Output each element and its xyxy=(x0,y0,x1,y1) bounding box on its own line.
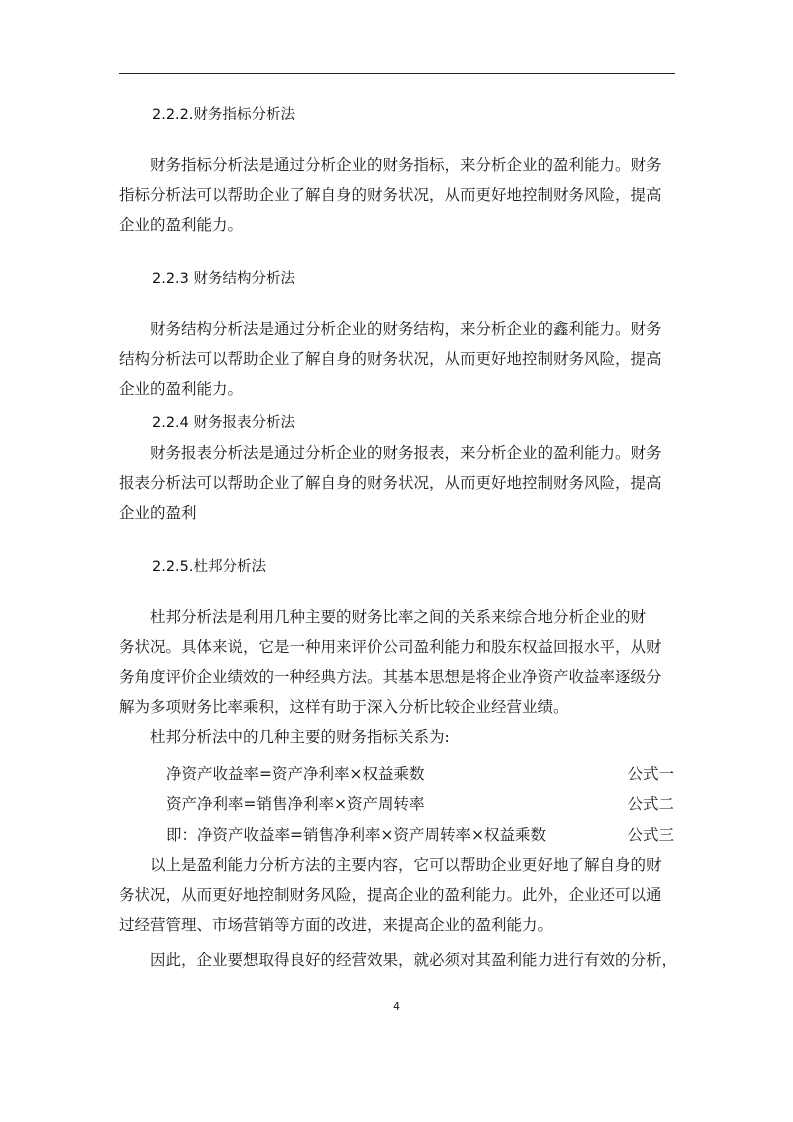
section-heading-2-2-5: 2.2.5.杜邦分析法 xyxy=(152,559,267,575)
paragraph-conclusion xyxy=(119,945,678,975)
paragraph-line: 务角度评价企业绩效的一种经典方法。其基本思想是将企业净资产收益率逐级分 xyxy=(119,668,662,686)
paragraph-line: 以上是盈利能力分析方法的主要内容，它可以帮助企业更好地了解自身的财 xyxy=(150,856,662,874)
formula-tag: 公式三 xyxy=(627,826,674,844)
paragraph-line: 务状况。具体来说，它是一种用来评价公司盈利能力和股东权益回报水平，从财 xyxy=(119,638,662,656)
paragraph-line: 过经营管理、市场营销等方面的改进，来提高企业的盈利能力。 xyxy=(119,916,554,934)
formula-text: 资产净利率=销售净利率×资产周转率 xyxy=(166,795,425,813)
section-heading-2-2-4: 2.2.4 财务报表分析法 xyxy=(152,415,296,431)
formula-row-3 xyxy=(166,820,674,850)
paragraph-2-2-3 xyxy=(119,314,675,404)
section-heading-2-2-2: 2.2.2.财务指标分析法 xyxy=(152,107,296,123)
paragraph-line: 企业的盈利能力。 xyxy=(119,380,244,398)
formula-row-2 xyxy=(166,789,674,819)
paragraph-2-2-2 xyxy=(119,150,675,240)
formula-tag: 公式二 xyxy=(627,795,674,813)
paragraph-line: 务状况，从而更好地控制财务风险，提高企业的盈利能力。此外，企业还可以通 xyxy=(119,886,662,904)
formula-tag: 公式一 xyxy=(627,765,674,783)
paragraph-line: 企业的盈利 xyxy=(119,504,197,522)
paragraph-line: 杜邦分析法是利用几种主要的财务比率之间的关系来综合地分析企业的财 xyxy=(150,608,647,626)
paragraph-line: 指标分析法可以帮助企业了解自身的财务状况，从而更好地控制财务风险，提高 xyxy=(119,186,662,204)
paragraph-line: 财务报表分析法是通过分析企业的财务报表，来分析企业的盈利能力。财务 xyxy=(150,444,662,462)
formula-text: 净资产收益率=资产净利率×权益乘数 xyxy=(166,765,425,783)
page-number: 4 xyxy=(393,1000,400,1013)
paragraph-2-2-5 xyxy=(119,602,675,752)
paragraph-line: 结构分析法可以帮助企业了解自身的财务状况，从而更好地控制财务风险，提高 xyxy=(119,350,662,368)
paragraph-line: 解为多项财务比率乘积，这样有助于深入分析比较企业经营业绩。 xyxy=(119,698,569,716)
paragraph-line: 因此，企业要想取得良好的经营效果，就必须对其盈利能力进行有效的分析， xyxy=(150,951,678,969)
section-heading-2-2-3: 2.2.3 财务结构分析法 xyxy=(152,271,296,287)
formula-text: 即：净资产收益率=销售净利率×资产周转率×权益乘数 xyxy=(166,826,546,844)
paragraph-line: 财务结构分析法是通过分析企业的财务结构，来分析企业的鑫利能力。财务 xyxy=(150,320,662,338)
paragraph-line: 企业的盈利能力。 xyxy=(119,216,244,234)
header-rule xyxy=(119,73,675,74)
formula-row-1 xyxy=(166,759,674,789)
formula-intro: 杜邦分析法中的几种主要的财务指标关系为: xyxy=(150,728,450,746)
paragraph-summary xyxy=(119,850,675,940)
paragraph-2-2-4 xyxy=(119,438,675,528)
paragraph-line: 报表分析法可以帮助企业了解自身的财务状况，从而更好地控制财务风险，提高 xyxy=(119,474,662,492)
paragraph-line: 财务指标分析法是通过分析企业的财务指标，来分析企业的盈利能力。财务 xyxy=(150,156,662,174)
